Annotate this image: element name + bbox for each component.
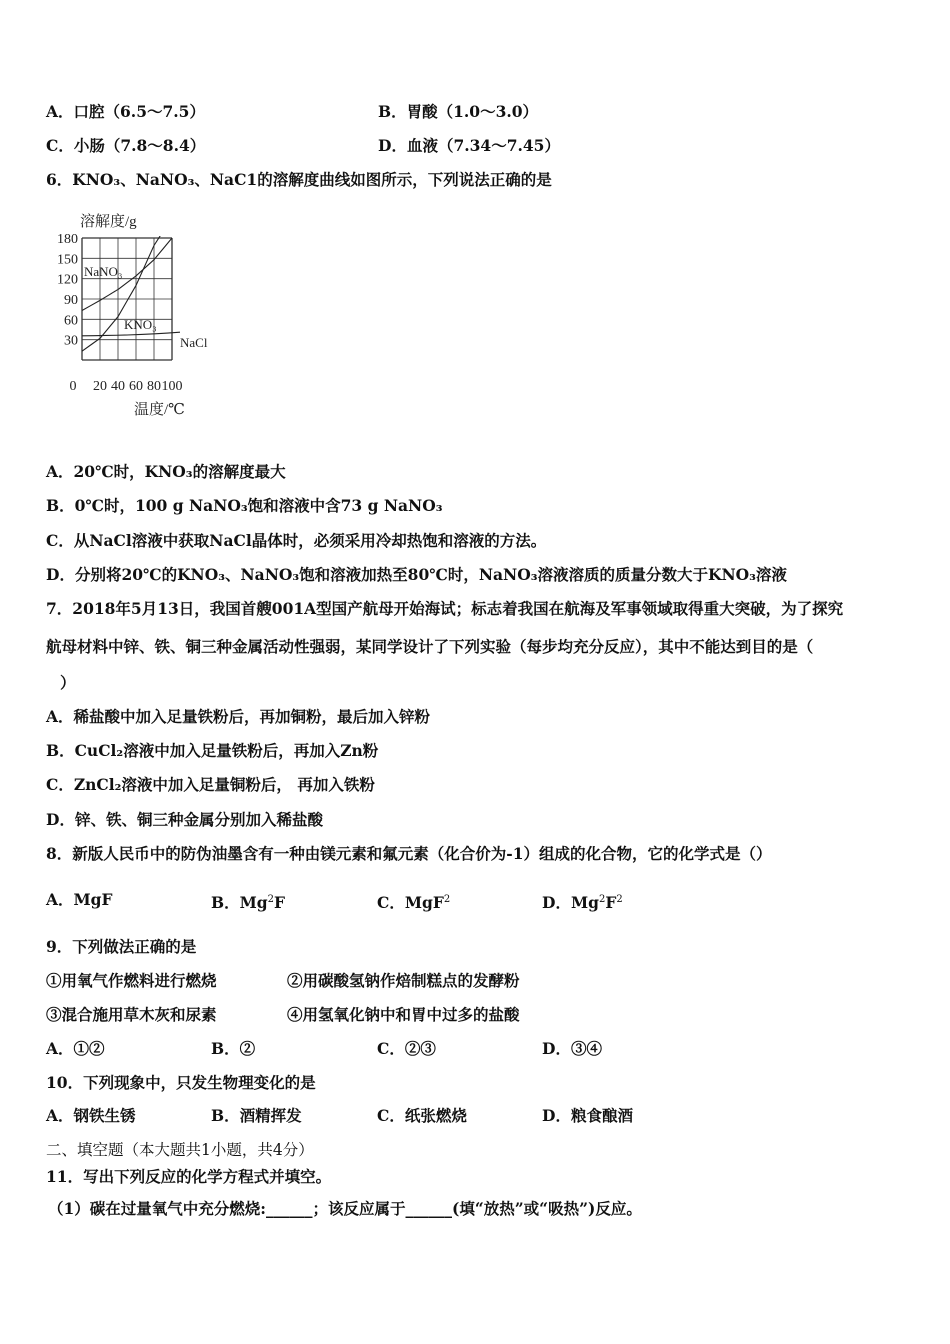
q9-item-3: ③混合施用草木灰和尿素 (46, 1005, 217, 1024)
series-label-nano3: NaNO₃ (84, 264, 123, 279)
y-tick-label: 120 (57, 272, 78, 288)
q8-option-d: D．$Mg^2F^2$ (542, 893, 623, 912)
y-tick-label: 90 (64, 293, 78, 308)
q6-option-d: D．分别将20℃的KNO₃、NaNO₃饱和溶液加热至80℃时，NaNO₃溶液溶质的质量分数大于KNO₃溶液 (46, 565, 787, 584)
series-label-kno3: KNO₃ (124, 317, 157, 332)
series-line-1 (82, 224, 168, 351)
q9-option-a: A．①② (46, 1039, 105, 1058)
y-tick-label: 180 (57, 232, 78, 247)
y-tick-label: 30 (64, 333, 78, 349)
solubility-chart (44, 210, 244, 420)
q10-option-c: C．纸张燃烧 (377, 1106, 467, 1125)
q7-option-d: D．锌、铁、铜三种金属分别加入稀盐酸 (46, 810, 323, 829)
q8-option-a: A．MgF (46, 890, 113, 909)
q8-stem: 8．新版人民币中的防伪油墨含有一种由镁元素和氟元素（化合价为-1）组成的化合物，它的化学式是（） (46, 844, 772, 863)
q11-stem: 11．写出下列反应的化学方程式并填空。 (46, 1167, 332, 1186)
x-tick-label: 0 (69, 379, 77, 394)
series-line-2 (82, 332, 180, 336)
q10-option-a: A．钢铁生锈 (46, 1106, 136, 1125)
q6-option-b: B．0℃时，100 g NaNO₃饱和溶液中含73 g NaNO₃ (46, 496, 443, 515)
q9-item-2: ②用碳酸氢钠作焙制糕点的发酵粉 (287, 971, 520, 990)
y-tick-label: 60 (64, 313, 78, 329)
q6-option-c: C．从NaCl溶液中获取NaCl晶体时，必须采用冷却热饱和溶液的方法。 (46, 531, 547, 550)
q5-option-a: A．口腔（6.5～7.5） (46, 102, 205, 121)
q5-option-c: C．小肠（7.8～8.4） (46, 136, 206, 155)
q6-stem: 6．KNO₃、NaNO₃、NaC1的溶解度曲线如图所示，下列说法正确的是 (46, 170, 552, 189)
q10-stem: 10．下列现象中，只发生物理变化的是 (46, 1073, 316, 1092)
q9-stem: 9．下列做法正确的是 (46, 937, 197, 956)
x-tick-label: 40 (111, 379, 125, 394)
q5-option-d: D．血液（7.34～7.45） (378, 136, 560, 155)
q10-option-d: D．粮食酿酒 (542, 1106, 633, 1125)
q8-option-b: B．Mg$^2$F (211, 893, 285, 912)
q9-option-c: C．②③ (377, 1039, 436, 1058)
q7-option-b: B．CuCl₂溶液中加入足量铁粉后，再加入Zn粉 (46, 741, 379, 760)
chart-xlabel: 温度/℃ (134, 402, 185, 418)
series-label-nacl: NaCl (180, 335, 208, 350)
x-tick-label: 100 (161, 379, 183, 394)
x-tick-label: 60 (129, 379, 143, 394)
q6-option-a: A．20℃时，KNO₃的溶解度最大 (46, 462, 286, 481)
q7-option-a: A．稀盐酸中加入足量铁粉后，再加铜粉，最后加入锌粉 (46, 707, 431, 726)
q7-stem-3: ） (60, 673, 76, 692)
x-tick-label: 20 (93, 379, 107, 394)
section-heading: 二、填空题（本大题共1小题，共4分） (46, 1141, 314, 1159)
q9-item-4: ④用氢氧化钠中和胃中过多的盐酸 (287, 1005, 520, 1024)
q8-option-c: C．MgF$^2$ (377, 893, 451, 912)
chart-series (82, 224, 180, 351)
q9-item-1: ①用氧气作燃料进行燃烧 (46, 971, 217, 990)
y-tick-label: 150 (57, 252, 78, 268)
q7-stem-1: 7．2018年5月13日，我国首艘001A型国产航母开始海试；标志着我国在航海及军事领域取得重大突破，为了探究 (46, 599, 844, 618)
q5-option-b: B．胃酸（1.0～3.0） (378, 102, 539, 121)
q9-option-d: D．③④ (542, 1039, 602, 1058)
q9-option-b: B．② (211, 1039, 256, 1058)
q7-option-c: C．ZnCl₂溶液中加入足量铜粉后， 再加入铁粉 (46, 775, 375, 794)
q11-part-1: （1）碳在过量氧气中充分燃烧:______；该反应属于______(填“放热”或“吸热”)反应。 (48, 1199, 642, 1218)
chart-ylabel: 溶解度/g (80, 214, 137, 230)
q7-stem-2: 航母材料中锌、铁、铜三种金属活动性强弱，某同学设计了下列实验（每步均充分反应），其中不能达到目的是（ (46, 637, 814, 656)
x-tick-label: 80 (147, 379, 161, 394)
q10-option-b: B．酒精挥发 (211, 1106, 302, 1125)
